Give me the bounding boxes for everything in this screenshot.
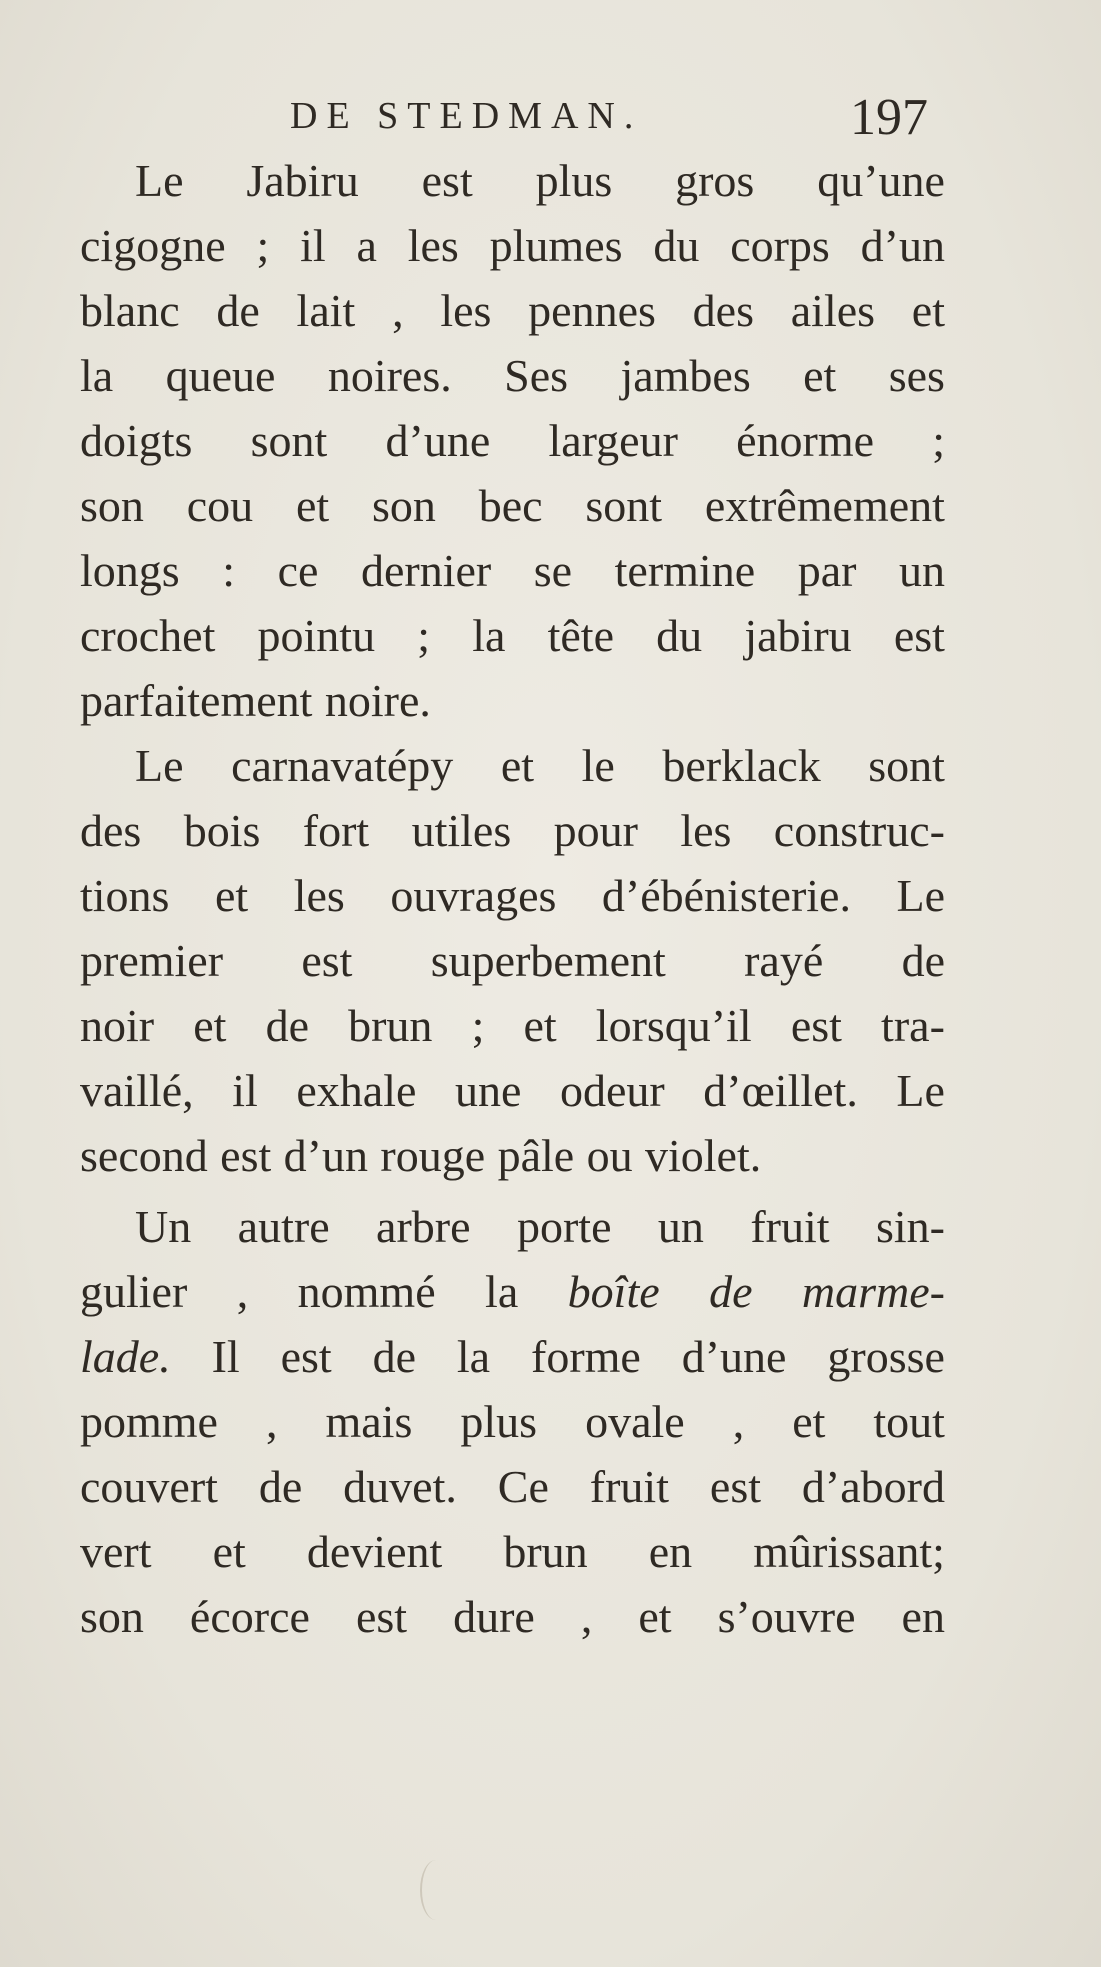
text-word: ovale <box>585 1396 685 1447</box>
text-word: construc- <box>773 805 945 856</box>
text-word: Le <box>135 155 184 206</box>
text-word: boîte <box>567 1266 660 1317</box>
text-word: sont <box>250 415 328 466</box>
text-word: et <box>638 1591 672 1642</box>
running-head: DE STEDMAN. <box>290 95 643 137</box>
text-word: et <box>212 1526 246 1577</box>
text-word: carnavatépy <box>231 740 454 791</box>
text-word: des <box>80 805 142 856</box>
text-word: et <box>523 1000 557 1051</box>
text-word: du <box>653 220 700 271</box>
text-line <box>80 668 945 733</box>
text-word: de <box>216 285 260 336</box>
text-word: rayé <box>744 935 824 986</box>
text-word: couvert <box>80 1461 218 1512</box>
text-word: second <box>80 1130 208 1181</box>
text-word: et <box>803 350 837 401</box>
text-word: fruit <box>589 1461 669 1512</box>
text-word: , <box>236 1266 249 1317</box>
text-word: superbement <box>430 935 666 986</box>
text-word: , <box>732 1396 745 1447</box>
text-word: Le <box>135 740 184 791</box>
text-word: ou <box>586 1130 633 1181</box>
text-word: son <box>80 1591 144 1642</box>
text-word: ; <box>471 1000 485 1051</box>
text-word: Jabiru <box>246 155 359 206</box>
text-word: d’une <box>385 415 491 466</box>
text-word: longs <box>80 545 180 596</box>
text-word: une <box>454 1065 522 1116</box>
text-word: crochet <box>80 610 216 661</box>
text-word: plumes <box>489 220 623 271</box>
text-word: doigts <box>80 415 193 466</box>
page-header <box>0 88 1101 148</box>
text-word: odeur <box>559 1065 665 1116</box>
text-word: pennes <box>528 285 656 336</box>
text-word: exhale <box>296 1065 417 1116</box>
text-word: et <box>295 480 330 531</box>
text-word: tra- <box>881 1000 945 1051</box>
text-word: et <box>911 285 945 336</box>
text-word: forme <box>531 1331 641 1382</box>
text-word: se <box>533 545 573 596</box>
text-word: de <box>372 1331 417 1382</box>
text-word: pour <box>553 805 638 856</box>
text-word: par <box>797 545 857 596</box>
text-word: de <box>258 1461 303 1512</box>
text-word: son <box>80 480 144 531</box>
text-word: bec <box>478 480 543 531</box>
text-word: pomme <box>80 1396 218 1447</box>
text-word: tout <box>873 1396 945 1447</box>
text-word: porte <box>516 1201 612 1252</box>
text-word: les <box>407 220 459 271</box>
text-word: un <box>898 545 945 596</box>
text-word: Il <box>211 1331 240 1382</box>
text-word: Ses <box>504 350 569 401</box>
text-word: d’œillet. <box>703 1065 858 1116</box>
text-word: tions <box>80 870 170 921</box>
text-word: blanc <box>80 285 180 336</box>
text-word: en <box>648 1526 693 1577</box>
text-word: devient <box>306 1526 443 1577</box>
text-word: rouge <box>380 1130 486 1181</box>
text-word: ce <box>277 545 319 596</box>
text-line <box>80 1389 945 1454</box>
text-word: ailes <box>790 285 876 336</box>
text-word: ouvrages <box>390 870 557 921</box>
text-word: noir <box>80 1000 155 1051</box>
text-word: et <box>214 870 249 921</box>
text-word: ses <box>888 350 945 401</box>
text-word: mûrissant; <box>753 1526 945 1577</box>
text-word: s’ouvre <box>717 1591 856 1642</box>
text-word: Le <box>896 1065 945 1116</box>
text-word: sont <box>585 480 663 531</box>
text-word: , <box>265 1396 278 1447</box>
text-word: il <box>300 220 326 271</box>
text-word: parfaitement <box>80 675 313 726</box>
text-word: d’ébénisterie. <box>601 870 851 921</box>
text-word: tête <box>547 610 614 661</box>
text-line <box>80 473 945 538</box>
text-line <box>80 278 945 343</box>
text-word: marme- <box>801 1266 945 1317</box>
text-word: , <box>392 285 404 336</box>
text-word: ; <box>932 415 945 466</box>
text-word: son <box>371 480 436 531</box>
text-word: il <box>232 1065 258 1116</box>
text-word: les <box>680 805 732 856</box>
text-word: la <box>456 1331 491 1382</box>
text-word: ; <box>417 610 431 661</box>
text-word: vert <box>80 1526 152 1577</box>
text-line <box>80 408 945 473</box>
text-line <box>80 1519 945 1584</box>
text-word: jambes <box>620 350 751 401</box>
text-line <box>80 798 945 863</box>
text-word: berklack <box>662 740 821 791</box>
text-word: de <box>901 935 945 986</box>
text-word: et <box>193 1000 227 1051</box>
text-word: d’une <box>681 1331 787 1382</box>
text-word: gulier <box>80 1266 188 1317</box>
text-word: d’un <box>283 1130 368 1181</box>
text-word: est <box>220 1130 272 1181</box>
text-word: premier <box>80 935 224 986</box>
text-word: noires. <box>327 350 452 401</box>
text-word: des <box>692 285 754 336</box>
text-word: plus <box>535 155 613 206</box>
text-word: duvet. <box>343 1461 457 1512</box>
text-word: est <box>355 1591 408 1642</box>
text-word: brun <box>503 1526 588 1577</box>
text-line <box>80 1584 945 1649</box>
text-word: sont <box>868 740 945 791</box>
text-word: bois <box>183 805 261 856</box>
text-word: dernier <box>360 545 492 596</box>
text-word: est <box>709 1461 762 1512</box>
text-word: du <box>656 610 703 661</box>
text-word: sin- <box>876 1201 945 1252</box>
text-word: d’abord <box>801 1461 945 1512</box>
text-word: grosse <box>827 1331 945 1382</box>
text-word: cou <box>186 480 254 531</box>
text-word: qu’une <box>817 155 945 206</box>
text-word: un <box>657 1201 704 1252</box>
text-word: fort <box>302 805 370 856</box>
page-number: 197 <box>850 89 928 146</box>
text-word: vaillé, <box>80 1065 194 1116</box>
text-word: utiles <box>411 805 512 856</box>
text-word: jabiru <box>744 610 852 661</box>
text-word: en <box>901 1591 945 1642</box>
text-word: les <box>293 870 345 921</box>
text-word: est <box>280 1331 332 1382</box>
text-line <box>80 1194 945 1259</box>
text-word: énorme <box>736 415 875 466</box>
text-word: de <box>265 1000 309 1051</box>
text-word: cigogne <box>80 220 226 271</box>
text-word: a <box>356 220 377 271</box>
text-line <box>80 213 945 278</box>
text-word: violet. <box>645 1130 762 1181</box>
text-word: lade. <box>80 1331 171 1382</box>
text-word: termine <box>614 545 756 596</box>
text-word: extrêmement <box>704 480 945 531</box>
text-word: gros <box>675 155 755 206</box>
body-text <box>80 148 945 1649</box>
text-word: la <box>80 350 114 401</box>
text-word: lorsqu’il <box>595 1000 752 1051</box>
text-line <box>80 148 945 213</box>
text-line <box>80 1259 945 1324</box>
text-word: de <box>709 1266 753 1317</box>
text-word: plus <box>460 1396 538 1447</box>
text-word: la <box>472 610 506 661</box>
text-word: Ce <box>497 1461 549 1512</box>
text-word: écorce <box>189 1591 310 1642</box>
text-word: est <box>301 935 353 986</box>
text-line <box>80 1123 945 1188</box>
text-word: nommé <box>297 1266 436 1317</box>
text-line <box>80 1058 945 1123</box>
text-word: , <box>580 1591 593 1642</box>
text-word: Le <box>896 870 945 921</box>
text-word: et <box>792 1396 826 1447</box>
text-word: pâle <box>497 1130 575 1181</box>
text-word: pointu <box>257 610 376 661</box>
text-word: Un <box>135 1201 192 1252</box>
text-word: dure <box>453 1591 535 1642</box>
text-word: autre <box>237 1201 330 1252</box>
text-word: brun <box>348 1000 433 1051</box>
paper-mark <box>420 1860 452 1920</box>
text-word: les <box>440 285 492 336</box>
text-word: d’un <box>860 220 945 271</box>
text-word: et <box>500 740 535 791</box>
text-line <box>80 993 945 1058</box>
text-word: mais <box>325 1396 413 1447</box>
text-word: : <box>222 545 236 596</box>
text-line <box>80 733 945 798</box>
text-word: arbre <box>376 1201 471 1252</box>
text-word: fruit <box>750 1201 830 1252</box>
text-line <box>80 928 945 993</box>
text-word: est <box>421 155 473 206</box>
text-word: est <box>893 610 945 661</box>
text-word: lait <box>296 285 356 336</box>
text-word: corps <box>730 220 830 271</box>
text-line <box>80 863 945 928</box>
text-line <box>80 538 945 603</box>
text-word: est <box>790 1000 842 1051</box>
text-word: queue <box>165 350 276 401</box>
text-line <box>80 343 945 408</box>
text-word: largeur <box>548 415 678 466</box>
text-line <box>80 1454 945 1519</box>
text-word: noire. <box>324 675 431 726</box>
text-word: ; <box>256 220 270 271</box>
text-word: la <box>485 1266 519 1317</box>
text-line <box>80 1324 945 1389</box>
text-word: le <box>581 740 615 791</box>
text-line <box>80 603 945 668</box>
